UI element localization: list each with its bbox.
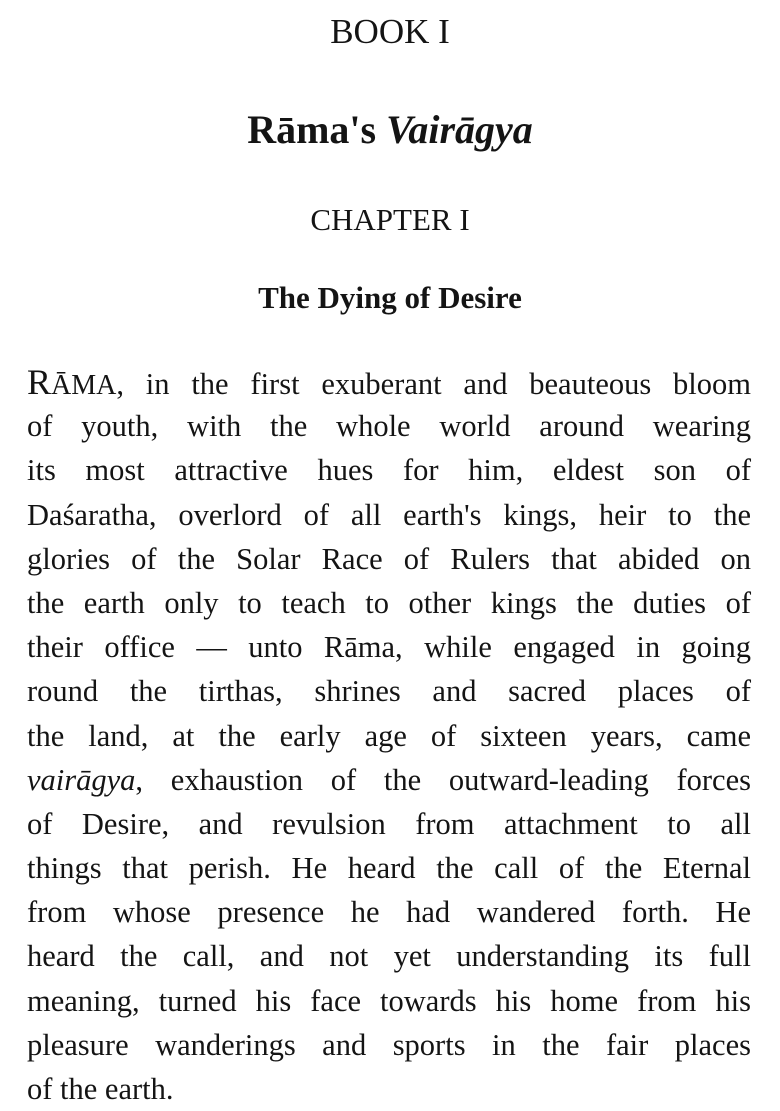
text-line: the earth only to teach to other kings the duties of bbox=[27, 585, 751, 620]
text-line: of Desire, and revulsion from attachment to all bbox=[27, 806, 751, 841]
text-line: its most attractive hues for him, eldest son of bbox=[27, 453, 751, 488]
text-line: round the tirthas, shrines and sacred places of bbox=[27, 674, 751, 709]
text-line: from whose presence he had wandered forth. He bbox=[27, 895, 751, 930]
small-caps: ĀMA bbox=[51, 370, 117, 401]
text-line: of youth, with the whole world around wearing bbox=[27, 409, 751, 444]
book-title bbox=[0, 106, 780, 153]
chapter-title: The Dying of Desire bbox=[258, 280, 522, 315]
body-text bbox=[27, 360, 751, 1111]
text-line bbox=[27, 758, 751, 802]
text-line: Daśaratha, overlord of all earth's kings, heir to the bbox=[27, 497, 751, 532]
italic-term: vairāgya bbox=[27, 762, 136, 797]
text-segment: , in the first exuberant and beauteous bloom bbox=[116, 367, 751, 401]
text-line: things that perish. He heard the call of the Eternal bbox=[27, 851, 751, 886]
text-line: glories of the Solar Race of Rulers that abided on bbox=[27, 541, 751, 576]
text-line: of the earth. bbox=[27, 1072, 174, 1106]
title-italic: Vairāgya bbox=[386, 107, 533, 152]
text-line: pleasure wanderings and sports in the fair places bbox=[27, 1027, 751, 1062]
chapter-heading: CHAPTER I bbox=[310, 202, 470, 237]
drop-cap: R bbox=[27, 362, 52, 402]
book-heading: BOOK I bbox=[330, 12, 450, 51]
text-line: heard the call, and not yet understanding its full bbox=[27, 939, 751, 974]
text-segment: , exhaustion of the outward-leading forces bbox=[135, 762, 751, 797]
title-main: Rāma's bbox=[247, 107, 377, 152]
text-line: their office — unto Rāma, while engaged in going bbox=[27, 630, 751, 665]
text-line: the land, at the early age of sixteen years, came bbox=[27, 718, 751, 753]
text-line bbox=[27, 360, 751, 404]
text-line: meaning, turned his face towards his home from his bbox=[27, 983, 751, 1018]
